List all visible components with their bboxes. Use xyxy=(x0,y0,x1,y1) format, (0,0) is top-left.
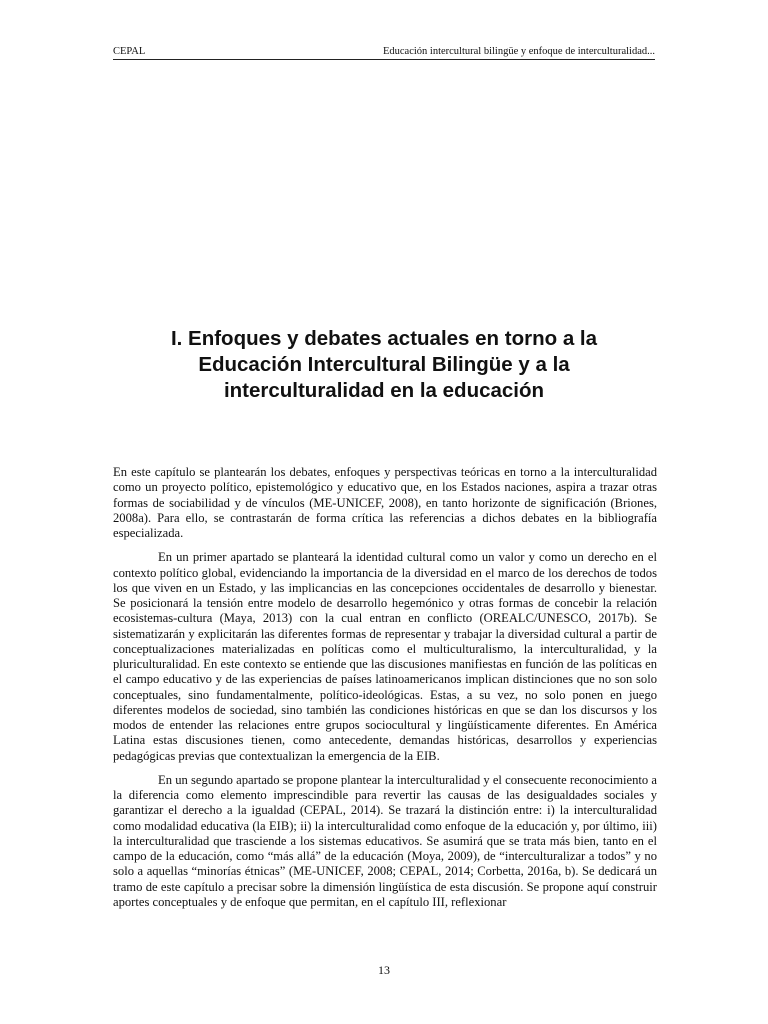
body-text xyxy=(113,465,657,919)
chapter-title xyxy=(113,326,655,404)
header-publisher: CEPAL xyxy=(113,46,146,57)
paragraph-intro: En este capítulo se plantearán los debates, enfoques y perspectivas teóricas en torno a la interculturalidad como un proyecto político, epistemológico y educativo que, en los Estados naciones, aspira a trazar otras formas de sociabilidad y de vínculos (ME-UNICEF, 2008), en tanto horizonte de significación (Briones, 2008a). Para ello, se contrastarán de forma crítica las referencias a dichos debates en la bibliografía especializada. xyxy=(113,465,657,540)
paragraph-first-section: En un primer apartado se planteará la identidad cultural como un valor y como un derecho en el contexto político global, evidenciando la importancia de la diversidad en el marco de los derechos de todos los que viven en un Estado, y las implicancias en las concepciones occidentales de desarrollo y bienestar. Se posicionará la tensión entre modelo de desarrollo hegemónico y otras formas de concebir la relación ecosistemas-cultura (Maya, 2013) con la cual entran en conflicto (OREALC/UNESCO, 2017b). Se sistematizarán y explicitarán las diferentes formas de representar y trabajar la diversidad cultural a partir de conceptualizaciones materializadas en políticas como el multiculturalismo, la interculturalidad, y la pluriculturalidad. En este contexto se entiende que las discusiones manifiestas en función de las políticas en el campo educativo y de las experiencias de países latinoamericanos implican distinciones que no son solo conceptuales, sino fundamentalmente, político-ideológicas. Estas, a su vez, no solo ponen en juego diferentes modelos de sociedad, sino también las condiciones históricas en que se dan los discursos y los modos de entender las relaciones entre grupos sociocultural y lingüísticamente diferentes. En América Latina estas discusiones tienen, como antecedente, demandas históricas, desarrollos y experiencias pedagógicas previas que contextualizan la emergencia de la EIB. xyxy=(113,550,657,763)
page-number: 13 xyxy=(378,963,390,977)
chapter-title-line-2: Educación Intercultural Bilingüe y a la xyxy=(198,353,570,376)
running-header xyxy=(113,46,655,60)
paragraph-second-section: En un segundo apartado se propone plantear la interculturalidad y el consecuente reconocimiento a la diferencia como elemento imprescindible para revertir las causas de las desigualdades sociales y garantizar el derecho a la igualdad (CEPAL, 2014). Se trazará la distinción entre: i) la interculturalidad como modalidad educativa (la EIB); ii) la interculturalidad como enfoque de la educación y, por último, iii) la interculturalidad que trasciende a los sistemas educativos. Se asumirá que se trata más bien, tanto en el campo de la educación, como “más allá” de la educación (Moya, 2009), de “interculturalizar a todos” y no solo a aquellas “minorías étnicas” (ME-UNICEF, 2008; CEPAL, 2014; Corbetta, 2016a, b). Se dedicará un tramo de este capítulo a precisar sobre la dimensión lingüística de esta discusión. Se propone aquí construir aportes conceptuales y de enfoque que permitan, en el capítulo III, reflexionar xyxy=(113,772,657,909)
chapter-title-line-3: interculturalidad en la educación xyxy=(223,379,545,402)
header-document-title: Educación intercultural bilingüe y enfoque de interculturalidad... xyxy=(382,46,655,57)
chapter-title-line-1: I. Enfoques y debates actuales en torno a la xyxy=(170,327,598,350)
